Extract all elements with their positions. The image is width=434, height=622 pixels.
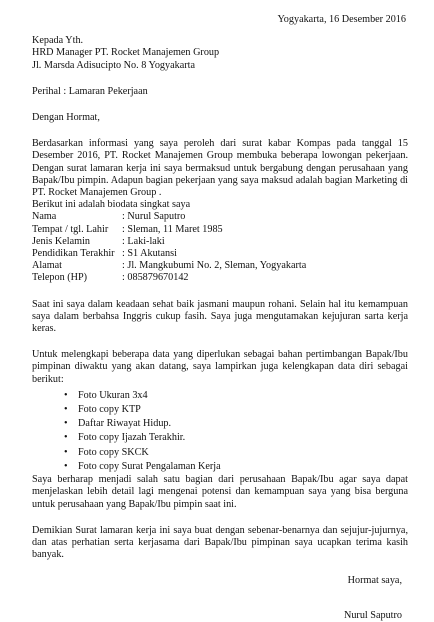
bio-row [32, 272, 306, 284]
bio-label: Telepon (HP) [32, 272, 88, 284]
bio-row [32, 211, 306, 223]
bio-row [32, 248, 306, 260]
attachment-label: Foto copy Surat Pengalaman Kerja [78, 460, 221, 472]
attachment-list [32, 389, 408, 474]
bullet-icon: • [64, 418, 68, 430]
attachment-label: Foto copy KTP [78, 404, 141, 416]
bio-intro: Berikut ini adalah biodata singkat saya [32, 199, 191, 211]
list-item [64, 446, 408, 460]
bio-value: : 085879670142 [122, 272, 189, 284]
bio-row [32, 236, 306, 248]
list-item [64, 403, 408, 417]
attachment-label: Foto copy Ijazah Terakhir. [78, 432, 186, 444]
intro-paragraph: Berdasarkan informasi yang saya peroleh dari surat kabar Kompas pada tanggal 15 Desember 2016, PT. Rocket Manajemen Group membuka beberapa lowongan pekerjaan. Dengan surat lamaran kerja ini saya bermaksud untuk bergabung dengan perusahaan yang Bapak/Ibu pimpin. Adapun bagian pekerjaan yang saya maksud adalah bagian Marketing di PT. Rocket Manajemen Group . [32, 138, 408, 199]
bio-value: : Sleman, 11 Maret 1985 [122, 223, 223, 235]
letter-date: Yogyakarta, 16 Desember 2016 [277, 14, 406, 25]
biodata-table [32, 211, 306, 284]
bio-value: : S1 Akutansi [122, 248, 177, 260]
bio-value: : Laki-laki [122, 235, 165, 247]
bio-label: Nama [32, 211, 57, 223]
bullet-icon: • [64, 404, 68, 416]
bio-label: Tempat / tgl. Lahir [32, 223, 109, 235]
bio-value: : Jl. Mangkubumi No. 2, Sleman, Yogyakarta [122, 260, 307, 272]
health-paragraph: Saat ini saya dalam keadaan sehat baik jasmani maupun rohani. Selain hal itu kemampuan saya dalam berbahsa Inggris cukup fasih. Saya juga mengutamakan kejujuran sarta kerja keras. [32, 298, 408, 335]
recipient-name: HRD Manager PT. Rocket Manajemen Group [32, 47, 220, 59]
closing-salutation: Hormat saya, [347, 575, 402, 587]
recipient-block [32, 35, 408, 72]
attachment-intro-paragraph: Untuk melengkapi beberapa data yang diperlukan sebagai bahan pertimbangan Bapak/Ibu pimpinan diwaktu yang akan datang, saya lampirkan juga kelengkapan data diri sebagai berikut: [32, 349, 408, 385]
bio-row [32, 260, 306, 272]
bio-label: Alamat [32, 260, 62, 272]
letter-greeting: Dengan Hormat, [32, 112, 100, 124]
list-item [64, 460, 408, 474]
bullet-icon: • [64, 446, 68, 458]
bullet-icon: • [64, 432, 68, 444]
bullet-icon: • [64, 389, 68, 401]
bio-row [32, 224, 306, 236]
recipient-salutation: Kepada Yth. [32, 35, 84, 47]
signature-name: Nurul Saputro [343, 609, 402, 621]
letter-subject: Perihal : Lamaran Pekerjaan [32, 85, 148, 97]
bio-value: : Nurul Saputro [122, 211, 186, 223]
closing-paragraph: Demikian Surat lamaran kerja ini saya buat dengan sebenar-benarnya dan sejujur-jujurnya, dan atas perhatian serta kerjasama dari Bapak/Ibu pimpinan saya ucapkan terima kasih banyak. [32, 524, 408, 561]
hope-paragraph: Saya berharap menjadi salah satu bagian dari perusahaan Bapak/Ibu agar saya dapat menjelaskan lebih detail lagi mengenai potensi dan kemampuan saya yang bisa berguna untuk perusahaan yang Bapak/Ibu pimpin saat ini. [32, 474, 408, 510]
recipient-address: Jl. Marsda Adisucipto No. 8 Yogyakarta [32, 59, 195, 71]
bullet-icon: • [64, 460, 68, 472]
bio-label: Jenis Kelamin [32, 235, 91, 247]
attachment-label: Foto copy SKCK [78, 446, 149, 458]
attachment-label: Foto Ukuran 3x4 [78, 389, 148, 401]
bio-label: Pendidikan Terakhir [32, 248, 115, 260]
list-item [64, 431, 408, 445]
attachment-label: Daftar Riwayat Hidup. [78, 418, 172, 430]
list-item [64, 417, 408, 431]
list-item [64, 389, 408, 403]
